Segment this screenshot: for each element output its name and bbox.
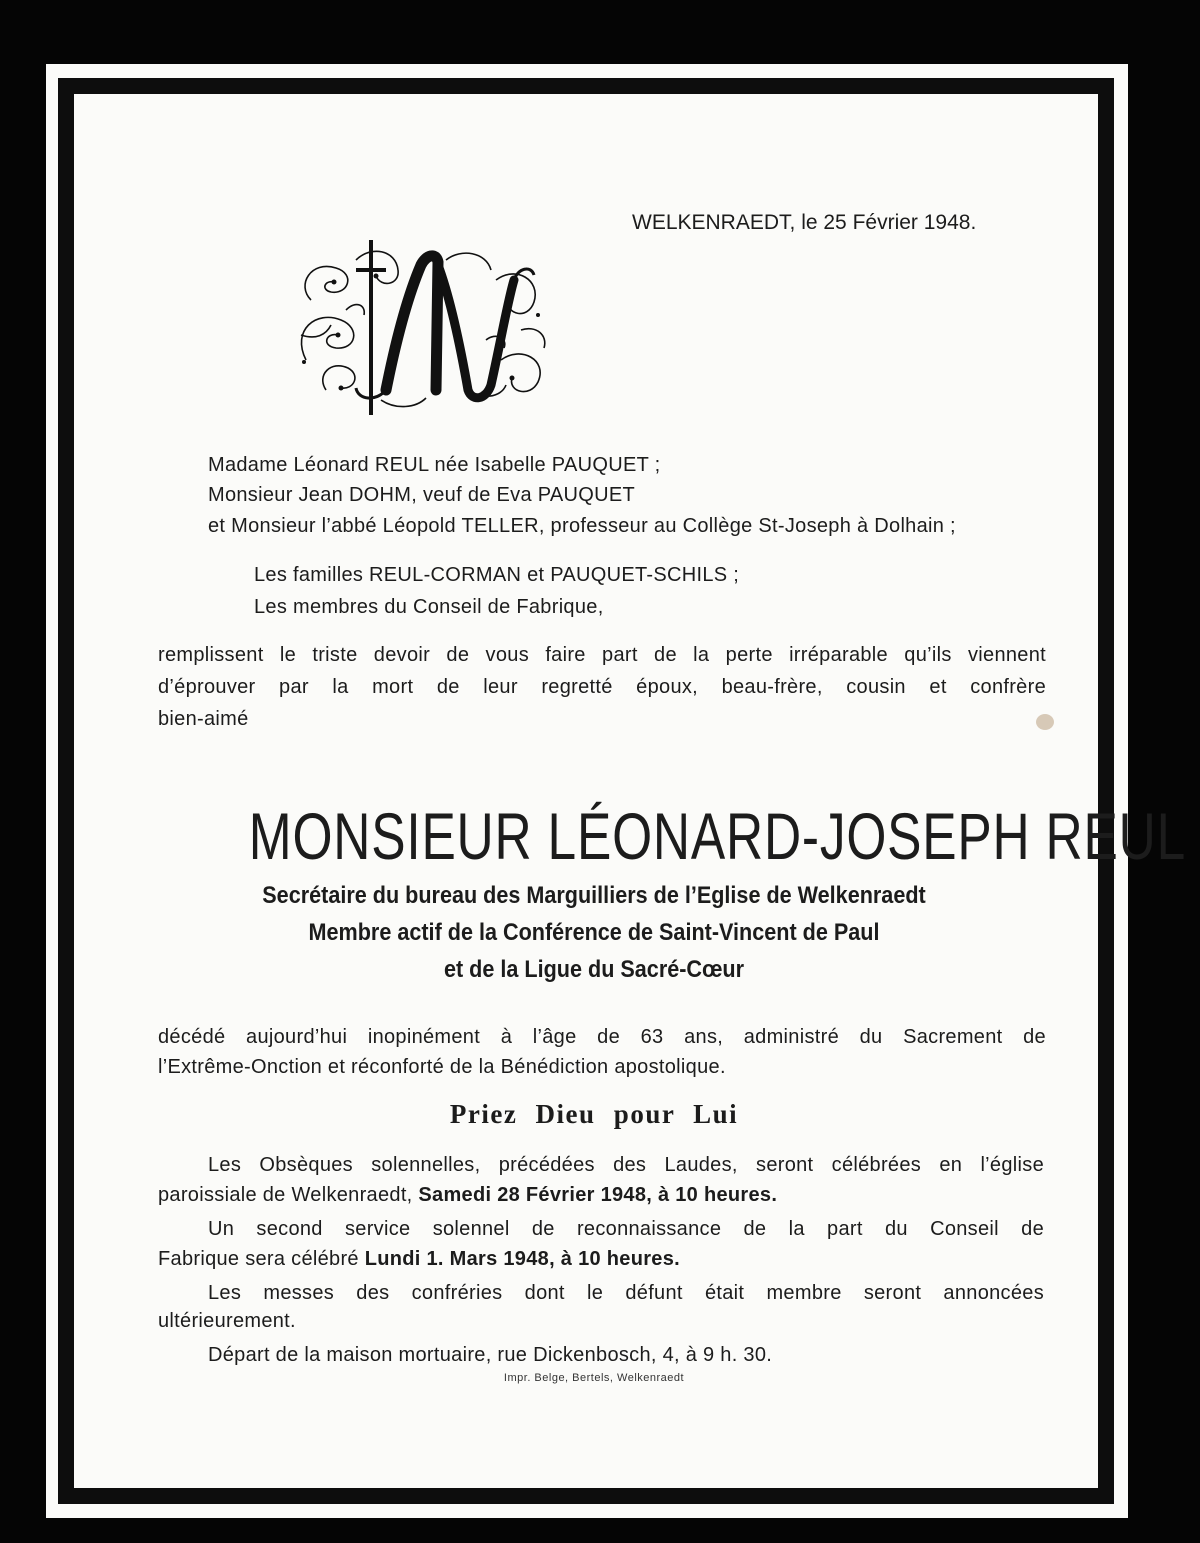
services-p1-line-1: Les Obsèques solennelles, précédées des Laudes, seront célébrées en l’église xyxy=(208,1154,1044,1176)
prayer-line: Priez Dieu pour Lui xyxy=(449,1099,739,1129)
death-line-2: l’Extrême-Onction et réconforté de la Bénédiction apostolique. xyxy=(158,1056,726,1078)
deceased-title-3: et de la Ligue du Sacré-Cœur xyxy=(443,956,745,983)
services-p3-line-1: Les messes des confréries dont le défunt était membre seront annoncées xyxy=(208,1282,1044,1304)
deceased-title-2: Membre actif de la Conférence de Saint-Vincent de Paul xyxy=(308,919,880,946)
funeral-date: Samedi 28 Février 1948, à 10 heures. xyxy=(418,1184,778,1206)
family-line-5: Les membres du Conseil de Fabrique, xyxy=(254,596,604,618)
services-p2-line-2-text: Fabrique sera célébré xyxy=(158,1248,359,1270)
services-p2-line-2 xyxy=(158,1248,680,1271)
black-border-frame xyxy=(58,78,1186,1504)
departure-line: Départ de la maison mortuaire, rue Dickenbosch, 4, à 9 h. 30. xyxy=(208,1344,773,1366)
monogram-icon xyxy=(286,240,556,415)
services-p2-line-1: Un second service solennel de reconnaissance de la part du Conseil de xyxy=(208,1218,1044,1240)
mourning-card xyxy=(46,64,1186,1518)
family-line-1: Madame Léonard REUL née Isabelle PAUQUET ; xyxy=(208,454,661,476)
announcement-line-2: d’éprouver par la mort de leur regretté époux, beau-frère, cousin et confrère xyxy=(158,676,1046,698)
printer-imprint: Impr. Belge, Bertels, Welkenraedt xyxy=(503,1372,685,1384)
family-line-2: Monsieur Jean DOHM, veuf de Eva PAUQUET xyxy=(208,484,636,506)
card-content xyxy=(74,94,1186,1488)
stain-mark xyxy=(1036,714,1054,730)
date-line: WELKENRAEDT, le 25 Février 1948. xyxy=(632,211,977,234)
family-line-4: Les familles REUL-CORMAN et PAUQUET-SCHILS ; xyxy=(254,564,740,586)
services-p1-line-2-text: paroissiale de Welkenraedt, xyxy=(158,1184,413,1206)
deceased-title-1: Secrétaire du bureau des Marguilliers de l’Eglise de Welkenraedt xyxy=(262,882,926,909)
death-line-1: décédé aujourd’hui inopinément à l’âge de 63 ans, administré du Sacrement de xyxy=(158,1026,1046,1048)
family-line-3: et Monsieur l’abbé Léopold TELLER, professeur au Collège St-Joseph à Dolhain ; xyxy=(208,515,956,537)
second-service-date: Lundi 1. Mars 1948, à 10 heures. xyxy=(364,1248,681,1270)
announcement-line-3: bien-aimé xyxy=(158,708,249,730)
services-p1-line-2 xyxy=(158,1184,777,1207)
deceased-name: MONSIEUR LÉONARD-JOSEPH REUL xyxy=(248,799,1186,873)
services-p3-line-2: ultérieurement. xyxy=(158,1310,296,1332)
announcement-line-1: remplissent le triste devoir de vous faire part de la perte irréparable qu’ils viennent xyxy=(158,644,1046,666)
